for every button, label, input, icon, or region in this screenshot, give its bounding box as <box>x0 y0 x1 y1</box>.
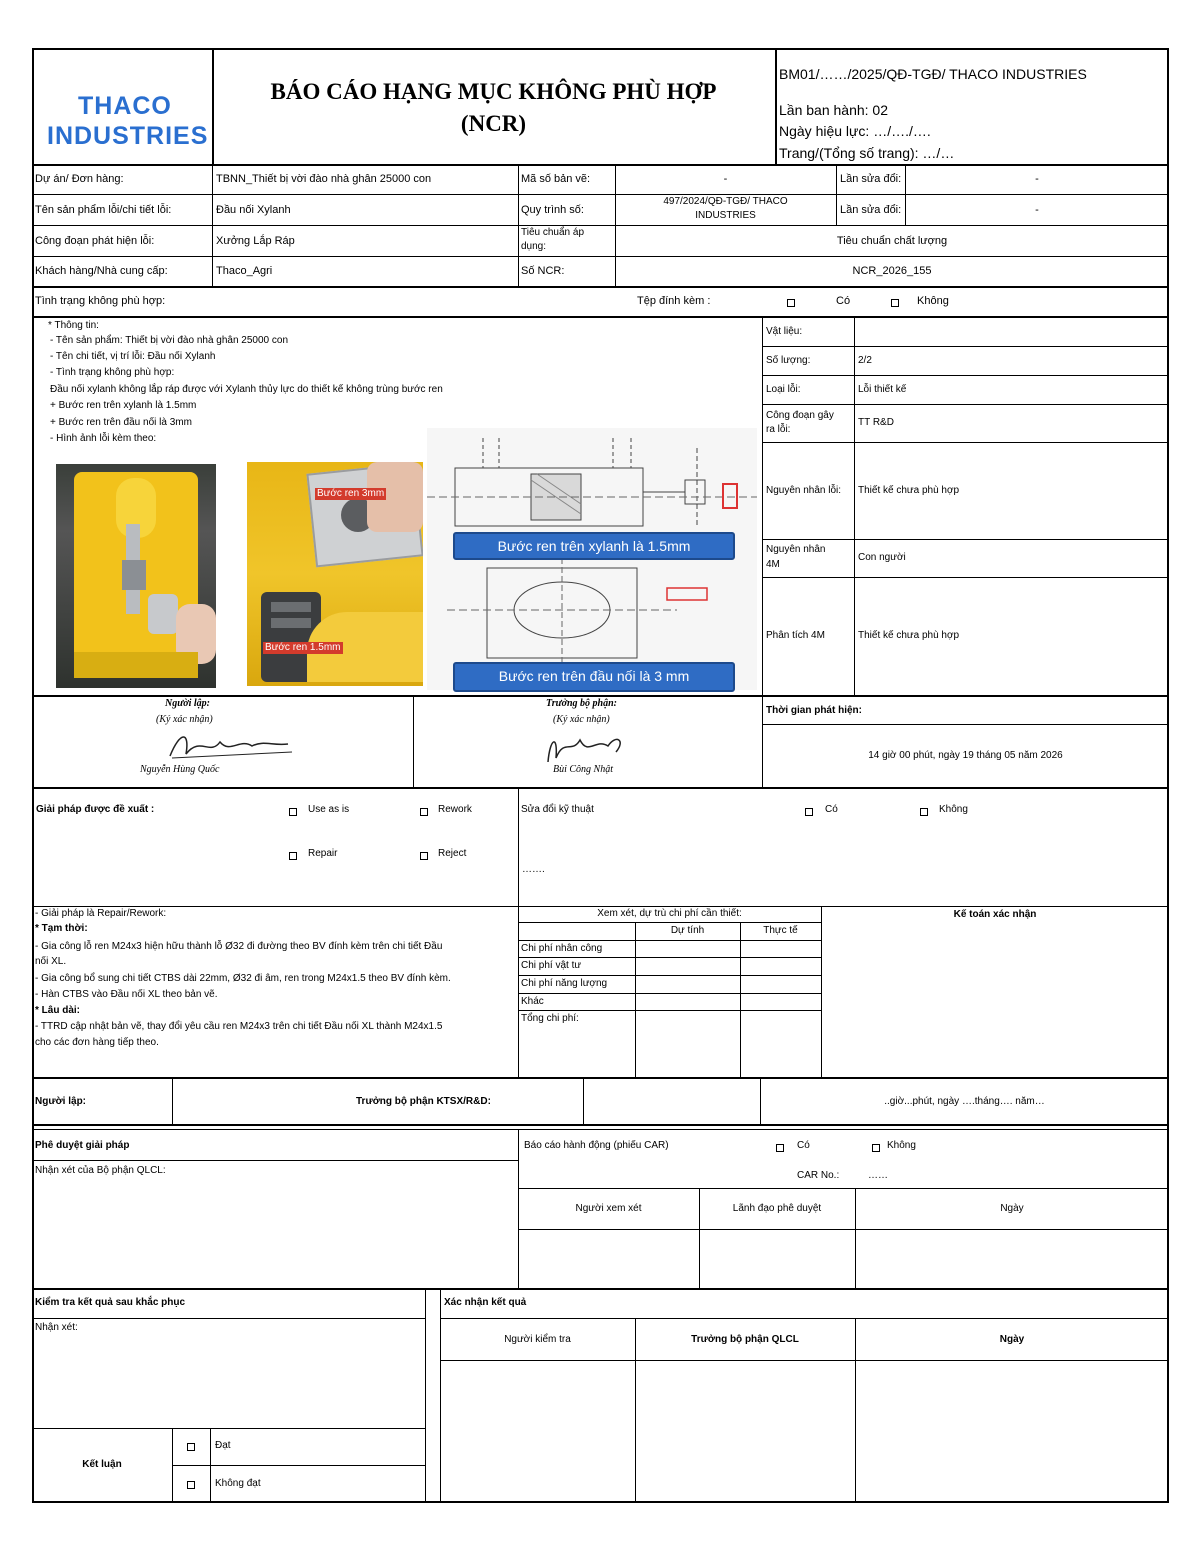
solution-line: * Lâu dài: <box>35 1005 81 1016</box>
solution-line: - Giải pháp là Repair/Rework: <box>35 908 167 919</box>
car-number-label: CAR No.: <box>797 1170 840 1181</box>
desc-line: - Hình ảnh lỗi kèm theo: <box>50 433 157 444</box>
project-value: TBNN_Thiết bị vời đào nhà ghân 25000 con <box>216 173 432 185</box>
creator-label: Người lập: <box>165 698 210 709</box>
cost-row-label: Tổng chi phí: <box>521 1013 579 1024</box>
car-number-value: …… <box>868 1170 888 1181</box>
reject-label: Reject <box>438 848 467 859</box>
photo-label-3mm: Bước ren 3mm <box>317 488 385 499</box>
rework-label: Rework <box>438 804 472 815</box>
cost-row-label: Chi phí nhân công <box>521 943 603 954</box>
creator-sign-note: (Ký xác nhận) <box>156 714 213 725</box>
attachment-no-label: Không <box>917 295 949 307</box>
callout-thread-cylinder: Bước ren trên xylanh là 1.5mm <box>453 532 735 560</box>
ncr-label: Số NCR: <box>521 265 565 277</box>
tech-change-no-label: Không <box>939 804 968 815</box>
desc-line: - Tên chi tiết, vị trí lỗi: Đầu nối Xylanh <box>50 351 216 362</box>
analysis-4m-label: Phân tích 4M <box>766 630 825 641</box>
solution-line: * Tạm thời: <box>35 923 88 934</box>
verify-comment-label: Nhận xét: <box>35 1322 78 1333</box>
solution-line: - Hàn CTBS vào Đầu nối XL theo bản vẽ. <box>35 989 218 1000</box>
procedure-value-2: INDUSTRIES <box>695 210 756 221</box>
head-label: Trưởng bộ phận: <box>546 698 618 709</box>
standard-value: Tiêu chuẩn chất lượng <box>836 235 948 247</box>
pass-label: Đạt <box>215 1440 231 1451</box>
revision-value-2: - <box>1035 204 1039 216</box>
stage-value: Xưởng Lắp Ráp <box>216 235 295 247</box>
verify-date-header: Ngày <box>999 1334 1025 1345</box>
revision-label-2: Lần sửa đổi: <box>840 204 902 216</box>
revision-value: - <box>1035 173 1039 185</box>
cost-title: Xem xét, dự trù chi phí cần thiết: <box>597 908 742 919</box>
qc-comment-label: Nhận xét của Bộ phận QLCL: <box>35 1165 166 1176</box>
material-label: Vật liệu: <box>766 326 803 337</box>
rework-checkbox[interactable] <box>420 808 428 816</box>
tech-change-no-checkbox[interactable] <box>920 808 928 816</box>
desc-line: + Bước ren trên xylanh là 1.5mm <box>50 400 197 411</box>
fail-label: Không đạt <box>215 1478 261 1489</box>
ncr-value: NCR_2026_155 <box>852 265 932 277</box>
use-as-is-label: Use as is <box>308 804 350 815</box>
cost-row-label: Khác <box>521 996 544 1007</box>
page-title: BÁO CÁO HẠNG MỤC KHÔNG PHÙ HỢP <box>270 79 717 104</box>
procedure-label: Quy trình số: <box>521 204 584 216</box>
cause-stage-value: TT R&D <box>858 417 894 428</box>
repair-label: Repair <box>308 848 338 859</box>
repair-checkbox[interactable] <box>289 852 297 860</box>
page-title-sub: (NCR) <box>460 111 527 136</box>
car-no-label: Không <box>887 1140 916 1151</box>
defect-photo-2 <box>247 462 423 686</box>
cause-value: Thiết kế chưa phù hợp <box>858 485 960 496</box>
head-signature <box>536 724 656 768</box>
project-label: Dự án/ Đơn hàng: <box>35 173 124 185</box>
leader-header: Lãnh đạo phê duyệt <box>732 1203 822 1214</box>
defect-type-label: Loại lỗi: <box>766 384 801 395</box>
solution-line: - Gia công bổ sung chi tiết CTBS dài 22mm, Ø32 đi âm, ren trong M24x1.5 theo BV đính kèm. <box>35 973 451 984</box>
head-sign-note: (Ký xác nhận) <box>553 714 610 725</box>
desc-line: Đầu nối xylanh không lắp ráp được với Xylanh thủy lực do thiết kế không trùng bước ren <box>50 384 443 395</box>
solution-label: Giải pháp được đề xuất : <box>36 804 155 815</box>
desc-line: + Bước ren trên đầu nối là 3mm <box>50 417 192 428</box>
pass-checkbox[interactable] <box>187 1443 195 1451</box>
car-yes-label: Có <box>797 1140 810 1151</box>
detection-time-label: Thời gian phát hiện: <box>766 705 862 716</box>
cost-estimate-header: Dự tính <box>670 925 705 936</box>
cause-stage-label-2: ra lỗi: <box>766 424 791 435</box>
creator-name: Nguyễn Hùng Quốc <box>140 764 220 775</box>
issue-number: Lần ban hành: 02 <box>779 102 888 118</box>
form-code: BM01/……/2025/QĐ-TGĐ/ THACO INDUSTRIES <box>779 66 1087 82</box>
quantity-value: 2/2 <box>858 355 872 366</box>
car-yes-checkbox[interactable] <box>776 1144 784 1152</box>
stage-label: Công đoạn phát hiện lỗi: <box>35 235 155 247</box>
drawing-label: Mã số bản vẽ: <box>521 173 591 185</box>
effective-date: Ngày hiệu lực: …/…./…. <box>779 123 931 139</box>
tech-change-dots: ……. <box>522 864 545 875</box>
attachment-yes-label: Có <box>836 295 851 307</box>
quantity-label: Số lượng: <box>766 355 811 366</box>
approval-head-label: Trưởng bộ phận KTSX/R&D: <box>356 1096 491 1107</box>
defect-type-value: Lỗi thiết kế <box>858 384 907 395</box>
attachment-no-checkbox[interactable] <box>891 299 899 307</box>
solution-line: cho các đơn hàng tiếp theo. <box>35 1037 159 1048</box>
checker-header: Người kiểm tra <box>504 1334 571 1345</box>
standard-label: Tiêu chuẩn áp <box>521 227 585 238</box>
approval-title: Phê duyệt giải pháp <box>35 1140 130 1151</box>
cause-label: Nguyên nhân lỗi: <box>766 485 842 496</box>
customer-label: Khách hàng/Nhà cung cấp: <box>35 265 168 277</box>
creator-signature <box>160 726 300 766</box>
fail-checkbox[interactable] <box>187 1481 195 1489</box>
conclusion-label: Kết luận <box>82 1459 122 1470</box>
confirm-result-title: Xác nhận kết quả <box>444 1297 527 1308</box>
approval-date: ..giờ...phút, ngày ….tháng…. năm… <box>884 1096 1045 1107</box>
approval-creator-label: Người lập: <box>35 1096 87 1107</box>
car-no-checkbox[interactable] <box>872 1144 880 1152</box>
product-value: Đầu nối Xylanh <box>216 204 291 216</box>
defect-photo-1 <box>56 464 216 688</box>
logo-thaco: THACO <box>78 92 172 120</box>
solution-line: - Gia công lỗ ren M24x3 hiện hữu thành lỗ Ø32 đi đường theo BV đính kèm trên chi tiết Đầu <box>35 941 443 952</box>
page-count: Trang/(Tổng số trang): …/… <box>779 145 955 161</box>
drawing-value: - <box>723 173 728 185</box>
attachment-label: Tệp đính kèm : <box>637 295 711 307</box>
cause-4m-label-2: 4M <box>766 559 780 570</box>
accounting-confirm: Kế toán xác nhận <box>953 909 1037 920</box>
tech-change-yes-checkbox[interactable] <box>805 808 813 816</box>
reject-checkbox[interactable] <box>420 852 428 860</box>
revision-label: Lần sửa đổi: <box>840 173 902 185</box>
head-name: Bùi Công Nhật <box>553 764 614 775</box>
callout-thread-connector: Bước ren trên đầu nối là 3 mm <box>453 662 735 692</box>
car-label: Báo cáo hành động (phiếu CAR) <box>524 1140 669 1151</box>
desc-line: - Tên sản phẩm: Thiết bị vời đào nhà ghân 25000 con <box>50 335 289 346</box>
desc-line: * Thông tin: <box>48 320 99 331</box>
solution-line: - TTRD cập nhật bản vẽ, thay đổi yêu cầu ren M24x3 trên chi tiết Đầu nối XL thành M24x1.5 <box>35 1021 443 1032</box>
standard-label-2: dụng: <box>521 241 547 252</box>
reviewer-header: Người xem xét <box>575 1203 642 1214</box>
photo-label-1-5mm: Bước ren 1.5mm <box>265 642 341 653</box>
cause-stage-label: Công đoạn gây <box>766 410 834 421</box>
cause-4m-label: Nguyên nhân <box>766 544 826 555</box>
product-label: Tên sản phẩm lỗi/chi tiết lỗi: <box>35 204 172 216</box>
tech-change-label: Sửa đổi kỹ thuật <box>521 804 594 815</box>
tech-change-yes-label: Có <box>825 804 838 815</box>
desc-line: - Tình trạng không phù hợp: <box>50 367 175 378</box>
status-label: Tình trạng không phù hợp: <box>35 295 166 307</box>
verify-title: Kiểm tra kết quả sau khắc phục <box>35 1297 186 1308</box>
detection-time-value: 14 giờ 00 phút, ngày 19 tháng 05 năm 2026 <box>868 750 1063 761</box>
use-as-is-checkbox[interactable] <box>289 808 297 816</box>
analysis-4m-value: Thiết kế chưa phù hợp <box>858 630 960 641</box>
logo-industries: INDUSTRIES <box>47 122 209 150</box>
cost-actual-header: Thực tế <box>763 925 798 936</box>
cost-row-label: Chi phí năng lượng <box>521 978 608 989</box>
procedure-value: 497/2024/QĐ-TGĐ/ THACO <box>663 196 788 207</box>
attachment-yes-checkbox[interactable] <box>787 299 795 307</box>
cost-row-label: Chi phí vật tư <box>521 960 582 971</box>
solution-line: nối XL. <box>35 956 67 967</box>
customer-value: Thaco_Agri <box>216 265 273 277</box>
cause-4m-value: Con người <box>858 552 906 563</box>
approval-date-header: Ngày <box>1000 1203 1024 1214</box>
qc-head-header: Trưởng bộ phận QLCL <box>691 1334 799 1345</box>
